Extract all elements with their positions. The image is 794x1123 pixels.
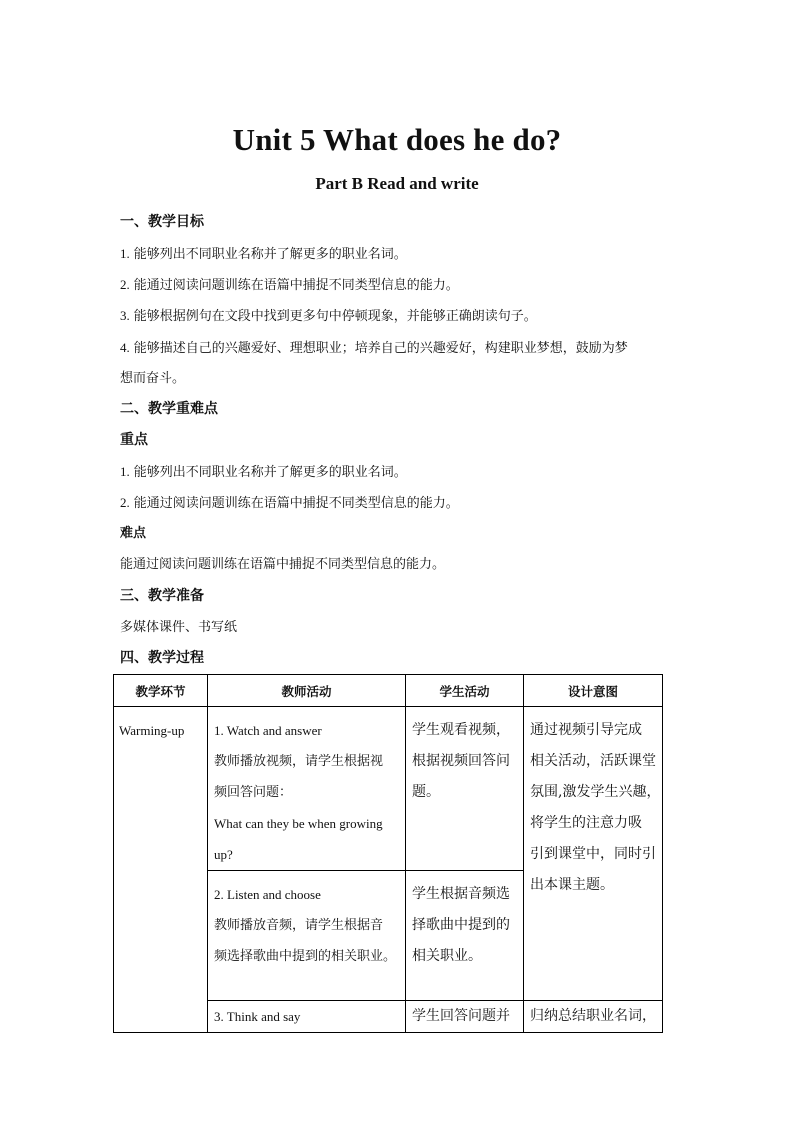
section3-heading: 三、教学准备	[120, 588, 204, 604]
key-item-2: 2. 能通过阅读问题训练在语篇中捕捉不同类型信息的能力。	[120, 495, 459, 511]
table-header-row	[114, 675, 663, 707]
design-intent-cell: 归纳总结职业名词，	[524, 1001, 663, 1033]
key-item-1: 1. 能够列出不同职业名称并了解更多的职业名词。	[120, 464, 407, 480]
objective-item-3: 3. 能够根据例句在文段中找到更多句中停顿现象，并能够正确朗读句子。	[120, 308, 537, 324]
header-student-activity: 学生活动	[406, 675, 524, 707]
student-activity-cell: 学生回答问题并	[406, 1001, 524, 1033]
difficult-points-heading: 难点	[120, 526, 147, 541]
student-activity-cell: 学生根据音频选 择歌曲中提到的 相关职业。	[406, 871, 524, 1001]
header-design-intent: 设计意图	[524, 675, 663, 707]
objective-item-2: 2. 能通过阅读问题训练在语篇中捕捉不同类型信息的能力。	[120, 277, 459, 293]
difficult-point-text: 能通过阅读问题训练在语篇中捕捉不同类型信息的能力。	[120, 557, 446, 572]
stage-cell: Warming-up	[114, 707, 208, 1033]
key-points-heading: 重点	[120, 432, 148, 448]
section1-heading: 一、教学目标	[120, 214, 204, 230]
teacher-activity-cell: 3. Think and say	[208, 1001, 406, 1033]
teaching-process-table	[113, 674, 663, 1033]
objective-item-1: 1. 能够列出不同职业名称并了解更多的职业名词。	[120, 246, 407, 262]
section2-heading: 二、教学重难点	[120, 401, 218, 417]
document-subtitle: Part B Read and write	[315, 174, 479, 193]
design-intent-cell: 通过视频引导完成 相关活动，活跃课堂 氛围,激发学生兴趣， 将学生的注意力吸 引到课堂中，同时引 出本课主题。	[524, 707, 663, 1001]
preparation-text: 多媒体课件、书写纸	[120, 620, 238, 635]
section4-heading: 四、教学过程	[120, 650, 204, 666]
student-activity-cell: 学生观看视频， 根据视频回答问 题。	[406, 707, 524, 871]
header-teacher-activity: 教师活动	[208, 675, 406, 707]
header-stage: 教学环节	[114, 675, 208, 707]
document-title: Unit 5 What does he do?	[232, 122, 562, 157]
objective-item-4: 4. 能够描述自己的兴趣爱好、理想职业；培养自己的兴趣爱好，构建职业梦想，鼓励为梦	[120, 340, 628, 356]
objective-item-4-continued: 想而奋斗。	[120, 371, 186, 386]
teacher-activity-cell: 2. Listen and choose 教师播放音频，请学生根据音 频选择歌曲中提到的相关职业。	[208, 871, 406, 1001]
table-row	[114, 707, 663, 871]
teacher-activity-cell: 1. Watch and answer 教师播放视频，请学生根据视 频回答问题： What can they be when growing up?	[208, 707, 406, 871]
